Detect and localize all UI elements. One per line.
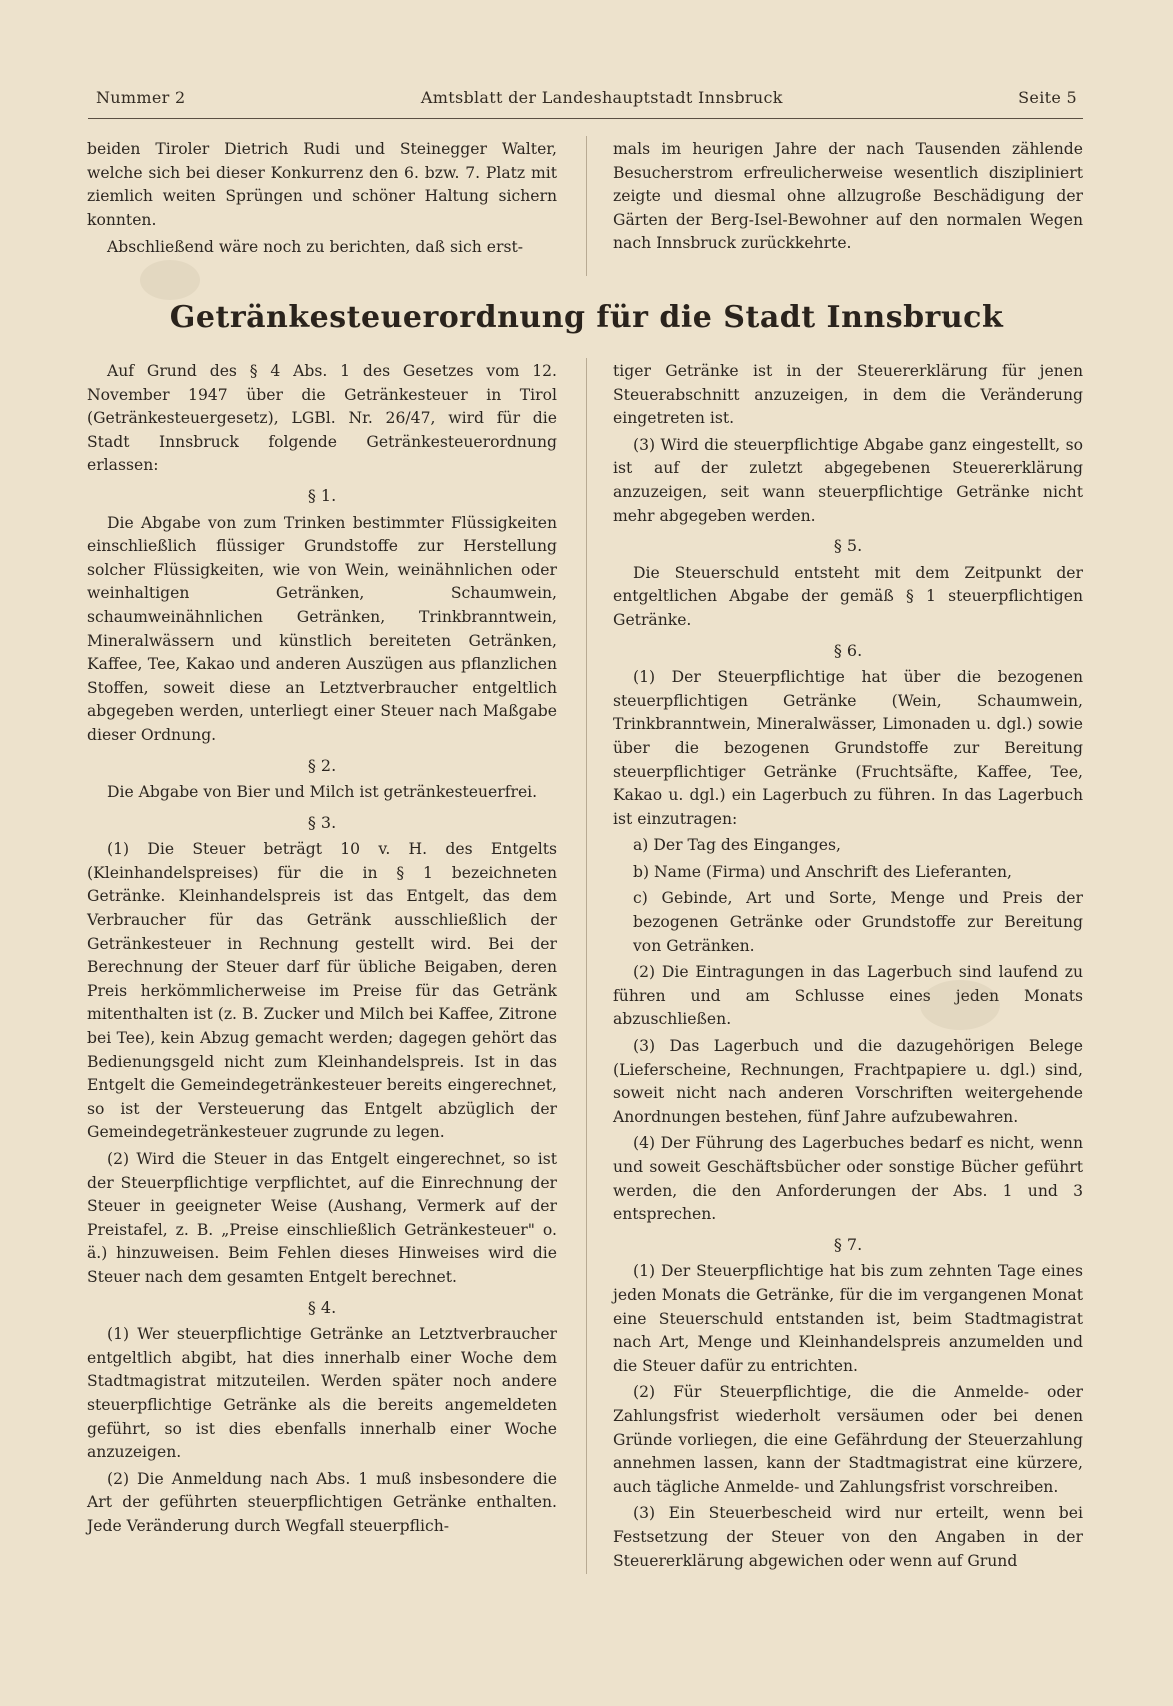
paragraph: (2) Wird die Steuer in das Entgelt eingerechnet, so ist der Steuerpflichtige verpflichtet, auf die Einrechnung der Steuer in geeigneter Weise (Aushang, Vermerk auf der Preistafel, z. B. „Preise einschließlich Getränkesteuer" o. ä.) hinzuweisen. Beim Fehlen dieses Hinweises wird die Steuer nach dem gesamten Entgelt berechnet. — [87, 1150, 557, 1286]
paper-stain — [920, 980, 1000, 1030]
paragraph: (3) Das Lagerbuch und die dazugehörigen Belege (Lieferscheine, Rechnungen, Frachtpapiere u. dgl.) sind, soweit nicht nach anderen Vorschriften weitergehende Anordnungen bestehen, fünf Jahre aufzubewahren. — [613, 1037, 1083, 1126]
ordinance-left-column — [87, 360, 557, 1542]
paragraph: (1) Die Steuer beträgt 10 v. H. des Entgelts (Kleinhandelspreises) für die in § 1 bezeichneten Getränke. Kleinhandelspreis ist das Entgelt, das dem Verbraucher für das Getränk ausschließlich der Getränkesteuer in Rechnung gestellt wird. Bei der Berechnung der Steuer darf für übliche Beigaben, deren Preis herkömmlicherweise im Preise für das Getränk mitenthalten ist (z. B. Zucker und Milch bei Kaffee, Zitrone bei Tee), kein Abzug gemacht werden; dagegen gehört das Bedienungsgeld nicht zum Kleinhandelspreis. Ist in das Entgelt die Gemeindegetränkesteuer bereits eingerechnet, so ist der Versteuerung das Entgelt abzüglich der Gemeindegetränkesteuer zugrunde zu legen. — [87, 840, 557, 1142]
page-header — [96, 88, 1077, 107]
section-heading: § 3. — [307, 812, 337, 832]
issue-number: Nummer 2 — [96, 88, 186, 107]
paragraph: (2) Für Steuerpflichtige, die die Anmelde- oder Zahlungsfrist wiederholt versäumen oder bei denen Gründe vorliegen, die eine Gefährdung der Steuerzahlung annehmen lassen, kann der Stadtmagistrat eine kürzere, auch tägliche Anmelde- und Zahlungsfrist vorschreiben. — [613, 1383, 1083, 1496]
paragraph: Die Abgabe von zum Trinken bestimmter Flüssigkeiten einschließlich flüssiger Grundstoffe zur Herstellung solcher Flüssigkeiten, wie von Wein, weinähnlichen oder weinhaltigen Getränken, Schaumwein, schaumweinähnlichen Getränken, Trinkbranntwein, Mineralwässern und künstlich bereiteten Getränken, Kaffee, Tee, Kakao und anderen Auszügen aus pflanzlichen Stoffen, soweit diese an Letztverbraucher entgeltlich abgegeben werden, unterliegt einer Steuer nach Maßgabe dieser Ordnung. — [87, 513, 557, 744]
section-heading: § 4. — [307, 1297, 337, 1317]
column-divider — [586, 358, 587, 1574]
section-heading: § 1. — [307, 485, 337, 505]
column-divider — [586, 136, 587, 276]
intro-paragraph: Auf Grund des § 4 Abs. 1 des Gesetzes vom 12. November 1947 über die Getränkesteuer in Tirol (Getränkesteuergesetz), LGBl. Nr. 26/47, wird für die Stadt Innsbruck folgende Getränkesteuerordnung erlassen: — [87, 362, 557, 475]
continued-article-left — [87, 138, 557, 264]
paragraph: (3) Ein Steuerbescheid wird nur erteilt, wenn bei Festsetzung der Steuer von den Angaben in der Steuererklärung abgewichen oder wenn auf Grund — [613, 1504, 1083, 1570]
header-rule — [88, 118, 1083, 119]
list-item: b) Name (Firma) und Anschrift des Lieferanten, — [633, 862, 1012, 881]
paragraph: Abschließend wäre noch zu berichten, daß sich erst- — [107, 238, 523, 257]
publication-title: Amtsblatt der Landeshauptstadt Innsbruck — [420, 88, 783, 107]
paragraph: (1) Der Steuerpflichtige hat bis zum zehnten Tage eines jeden Monats die Getränke, für die im vergangenen Monat eine Steuerschuld entstanden ist, beim Stadtmagistrat nach Art, Menge und Kleinhandelspreis anzumelden und die Steuer dafür zu entrichten. — [613, 1262, 1083, 1375]
section-heading: § 7. — [833, 1234, 863, 1254]
paragraph: Die Abgabe von Bier und Milch ist getränkesteuerfrei. — [107, 783, 538, 802]
paragraph: (2) Die Anmeldung nach Abs. 1 muß insbesondere die Art der geführten steuerpflichtigen Getränke enthalten. Jede Veränderung durch Wegfall steuerpflich- — [87, 1469, 557, 1535]
paragraph: tiger Getränke ist in der Steuererklärung für jenen Steuerabschnitt anzuzeigen, in dem die Veränderung eingetreten ist. — [613, 362, 1083, 428]
list-item: c) Gebinde, Art und Sorte, Menge und Preis der bezogenen Getränke oder Grundstoffe zur Bereitung von Getränken. — [633, 889, 1083, 955]
page-number: Seite 5 — [1018, 88, 1077, 107]
section-heading: § 5. — [833, 536, 863, 556]
paragraph: (4) Der Führung des Lagerbuches bedarf es nicht, wenn und soweit Geschäftsbücher oder sonstige Bücher geführt werden, die den Anforderungen der Abs. 1 und 3 entsprechen. — [613, 1134, 1083, 1224]
paragraph: (3) Wird die steuerpflichtige Abgabe ganz eingestellt, so ist auf der zuletzt abgegebenen Steuererklärung anzuzeigen, seit wann steuerpflichtige Getränke nicht mehr abgegeben werden. — [613, 435, 1083, 525]
ordinance-right-column — [613, 360, 1083, 1576]
paragraph: Die Steuerschuld entsteht mit dem Zeitpunkt der entgeltlichen Abgabe der gemäß § 1 steuerpflichtigen Getränke. — [613, 563, 1083, 629]
section-heading: § 2. — [307, 755, 337, 775]
section-heading: § 6. — [833, 640, 863, 660]
paragraph: (1) Der Steuerpflichtige hat über die bezogenen steuerpflichtigen Getränke (Wein, Schaumwein, Trinkbranntwein, Mineralwässer, Limonaden u. dgl.) sowie über die bezogenen Grundstoffe zur Bereitung steuerpflichtiger Getränke (Fruchtsäfte, Kaffee, Tee, Kakao u. dgl.) ein Lagerbuch zu führen. In das Lagerbuch ist einzutragen: — [613, 668, 1083, 828]
paragraph: beiden Tiroler Dietrich Rudi und Steinegger Walter, welche sich bei dieser Konkurrenz den 6. bzw. 7. Platz mit ziemlich weiten Sprüngen und schöner Haltung sichern konnten. — [87, 140, 557, 229]
paragraph: (1) Wer steuerpflichtige Getränke an Letztverbraucher entgeltlich abgibt, hat dies innerhalb einer Woche dem Stadtmagistrat mitzuteilen. Werden später noch andere steuerpflichtige Getränke als die bereits angemeldeten geführt, so ist dies ebenfalls innerhalb einer Woche anzuzeigen. — [87, 1325, 557, 1462]
article-title: Getränkesteuerordnung für die Stadt Innsbruck — [169, 300, 1004, 335]
continued-article-right — [613, 138, 1083, 260]
paper-stain — [140, 260, 200, 300]
list-item: a) Der Tag des Einganges, — [633, 836, 841, 855]
paragraph: mals im heurigen Jahre der nach Tausenden zählende Besucherstrom erfreulicherweise wesentlich diszipliniert zeigte und diesmal ohne allzugroße Beschädigung der Gärten der Berg-Isel-Bewohner auf den normalen Wegen nach Innsbruck zurückkehrte. — [613, 140, 1083, 253]
paragraph: (2) Die Eintragungen in das Lagerbuch sind laufend zu führen und am Schlusse eines jeden Monats abzuschließen. — [613, 963, 1083, 1029]
